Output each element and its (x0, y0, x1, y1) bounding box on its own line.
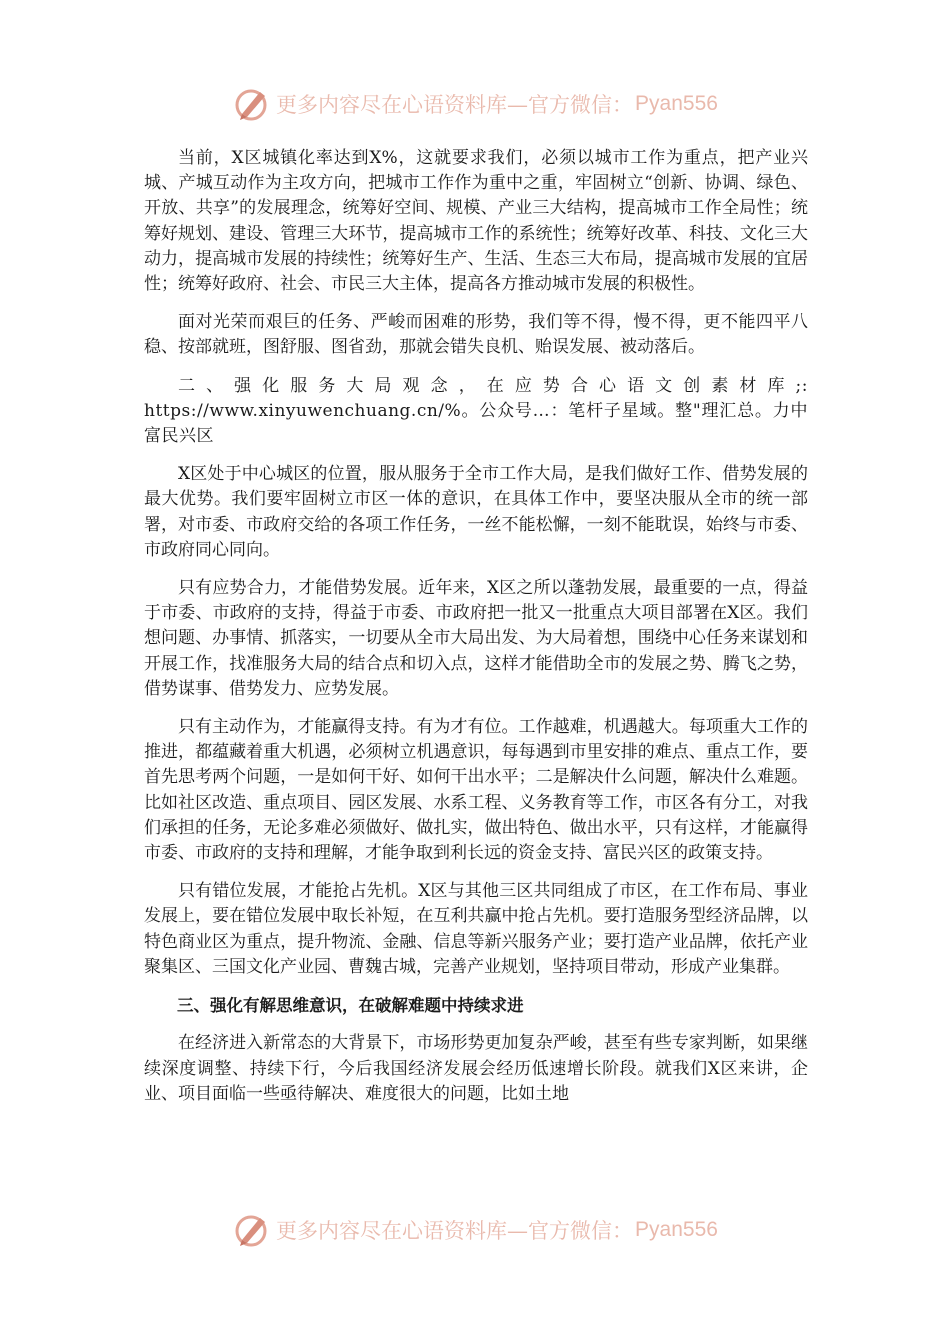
paragraph: X区处于中心城区的位置，服从服务于全市工作大局，是我们做好工作、借势发展的最大优势。我们要牢固树立市区一体的意识，在具体工作中，要坚决服从全市的统一部署，对市委、市政府交给的各项工作任务，一丝不能松懈，一刻不能耽误，始终与市委、市政府同心同向。 (144, 464, 808, 560)
banner-brand: Pyan556 (635, 92, 718, 115)
paragraph: 只有应势合力，才能借势发展。近年来，X区之所以蓬勃发展，最重要的一点，得益于市委、市政府的支持，得益于市委、市政府把一批又一批重点大项目部署在X区。我们想问题、办事情、抓落实，一切要从全市大局出发、为大局着想，围绕中心任务来谋划和开展工作，找准服务大局的结合点和切入点，这样才能借助全市的发展之势、腾飞之势，借势谋事、借势发力、应势发展。 (144, 578, 808, 699)
section-heading-2: 二、强化服务大局观念，在应势合心语文创素材库;: https://www.xinyuwenchuang.cn/%。公众号…：笔杆子星域。整"理汇总。力中富民兴区 (144, 375, 808, 447)
banner-text: 更多内容尽在心语资料库—官方微信： (276, 93, 634, 117)
paragraph: 在经济进入新常态的大背景下，市场形势更加复杂严峻，甚至有些专家判断，如果继续深度调整、持续下行，今后我国经济发展会经历低速增长阶段。就我们X区来讲，企业、项目面临一些亟待解决、难度很大的问题，比如土地 (144, 1033, 808, 1104)
pen-logo-icon (232, 1210, 272, 1250)
paragraph: 只有错位发展，才能抢占先机。X区与其他三区共同组成了市区，在工作布局、事业发展上，要在错位发展中取长补短，在互利共赢中抢占先机。要打造服务型经济品牌，以特色商业区为重点，提升物流、金融、信息等新兴服务产业；要打造产业品牌，依托产业聚集区、三国文化产业园、曹魏古城，完善产业规划，坚持项目带动，形成产业集群。 (144, 881, 808, 977)
banner-brand: Pyan556 (635, 1218, 718, 1241)
paragraph: 只有主动作为，才能赢得支持。有为才有位。工作越难，机遇越大。每项重大工作的推进，都蕴藏着重大机遇，必须树立机遇意识，每每遇到市里安排的难点、重点工作，要首先思考两个问题，一是如何干好、如何干出水平；二是解决什么问题，解决什么难题。比如社区改造、重点项目、园区发展、水系工程、义务教育等工作，市区各有分工，对我们承担的任务，无论多难必须做好、做扎实，做出特色、做出水平，只有这样，才能赢得市委、市政府的支持和理解，才能争取到利长远的资金支持、富民兴区的政策支持。 (144, 717, 808, 864)
section-heading-3: 三、强化有解思维意识，在破解难题中持续求进 (177, 996, 524, 1016)
footer-watermark-banner (0, 1208, 950, 1252)
paragraph: 面对光荣而艰巨的任务、严峻而困难的形势，我们等不得，慢不得，更不能四平八稳、按部就班，图舒服、图省劲，那就会错失良机、贻误发展、被动落后。 (144, 312, 808, 358)
header-watermark-banner (0, 82, 950, 126)
paragraph: 当前，X区城镇化率达到X%，这就要求我们，必须以城市工作为重点，把产业兴城、产城互动作为主攻方向，把城市工作作为重中之重，牢固树立“创新、协调、绿色、开放、共享”的发展理念，统筹好空间、规模、产业三大结构，提高城市工作全局性；统筹好规划、建设、管理三大环节，提高城市工作的系统性；统筹好改革、科技、文化三大动力，提高城市发展的持续性；统筹好生产、生活、生态三大布局，提高城市发展的宜居性；统筹好政府、社会、市民三大主体，提高各方推动城市发展的积极性。 (144, 148, 808, 295)
pen-logo-icon (232, 84, 272, 124)
document-body (144, 146, 808, 1120)
banner-text: 更多内容尽在心语资料库—官方微信： (276, 1219, 634, 1243)
